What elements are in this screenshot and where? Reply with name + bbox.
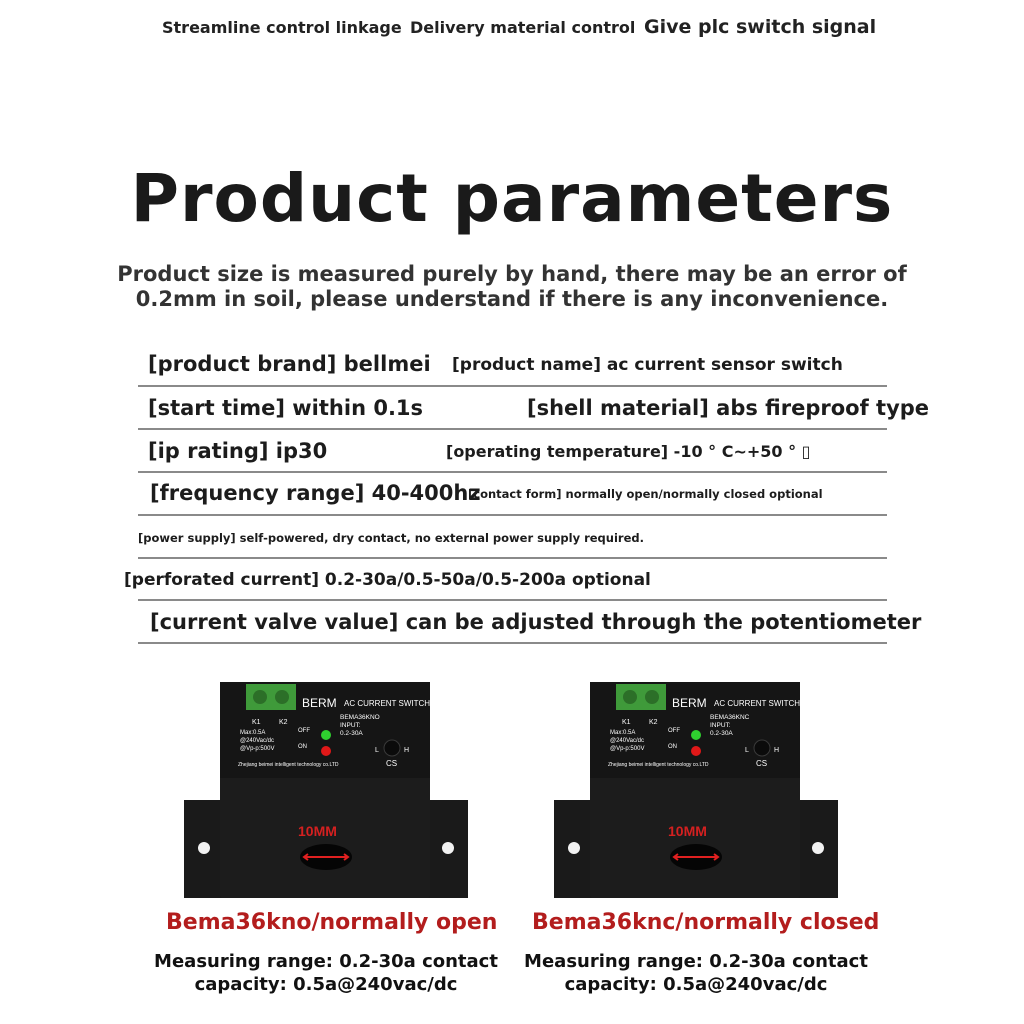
- param-frequency: [frequency range] 40-400hz: [150, 481, 481, 505]
- device-off-label: OFF: [298, 728, 310, 734]
- param-valve: [current valve value] can be adjusted through the potentiometer: [150, 610, 922, 634]
- measurement-note: Product size is measured purely by hand, there may be an error of 0.2mm in soil, please understand if there is any inconvenience.: [117, 262, 907, 311]
- device-cs-label: CS: [386, 759, 398, 768]
- param-perforated: [perforated current] 0.2-30a/0.5-50a/0.5-200a optional: [124, 570, 651, 590]
- device-l-label: L: [375, 747, 379, 754]
- param-brand: [product brand] bellmei: [148, 352, 431, 376]
- device-h-label: H: [774, 747, 780, 754]
- mount-hole-right: [812, 842, 824, 854]
- led-red-icon: [321, 746, 331, 756]
- device-k1: K1: [622, 719, 631, 726]
- device-cs-label: CS: [756, 759, 768, 768]
- param-power-supply: [power supply] self-powered, dry contact, no external power supply required.: [138, 531, 644, 545]
- device-vp: @Vp-p:500V: [240, 746, 275, 752]
- spec-normally-closed: Measuring range: 0.2-30a contact capacity: 0.5a@240vac/dc: [524, 951, 868, 995]
- device-brand: BERM: [302, 696, 337, 710]
- page-title: Product parameters: [130, 160, 894, 237]
- hole-size-label: 10MM: [668, 823, 707, 839]
- device-vp: @Vp-p:500V: [610, 746, 645, 752]
- table-divider: [138, 557, 887, 559]
- terminal-screw-icon: [253, 690, 267, 704]
- device-max: Max:0.5A: [610, 730, 636, 736]
- header-tag-plc: Give plc switch signal: [644, 16, 877, 38]
- device-max: Max:0.5A: [240, 730, 266, 736]
- led-green-icon: [321, 730, 331, 740]
- header-tag-delivery: Delivery material control: [410, 18, 636, 37]
- param-name: [product name] ac current sensor switch: [452, 355, 843, 375]
- device-model-code: BEMA36KNO: [340, 714, 380, 721]
- device-maker: Zhejiang beimei intelligent technology co.LTD: [238, 762, 339, 768]
- terminal-screw-icon: [275, 690, 289, 704]
- header-tag-streamline: Streamline control linkage: [162, 18, 402, 37]
- device-photo-normally-closed: [550, 680, 840, 902]
- device-l-label: L: [745, 747, 749, 754]
- device-on-label: ON: [668, 744, 677, 750]
- device-on-label: ON: [298, 744, 307, 750]
- table-divider: [138, 471, 887, 473]
- device-k2: K2: [649, 719, 658, 726]
- terminal-screw-icon: [623, 690, 637, 704]
- spec-normally-open: Measuring range: 0.2-30a contact capacity: 0.5a@240vac/dc: [154, 951, 498, 995]
- potentiometer-knob-icon: [384, 740, 400, 756]
- param-contact-form: [contact form] normally open/normally closed optional: [468, 487, 823, 501]
- device-maker: Zhejiang beimei intelligent technology co.LTD: [608, 762, 709, 768]
- terminal-screw-icon: [645, 690, 659, 704]
- device-title: AC CURRENT SWITCH: [344, 699, 431, 708]
- hole-size-label: 10MM: [298, 823, 337, 839]
- param-ip: [ip rating] ip30: [148, 439, 328, 463]
- param-start-time: [start time] within 0.1s: [148, 396, 424, 420]
- model-caption-normally-open: Bema36kno/normally open: [166, 910, 498, 935]
- table-divider: [138, 514, 887, 516]
- device-model-code: BEMA36KNC: [710, 714, 750, 721]
- mount-hole-right: [442, 842, 454, 854]
- mount-hole-left: [198, 842, 210, 854]
- table-divider: [138, 599, 887, 601]
- device-input-label: INPUT:: [340, 722, 361, 729]
- led-red-icon: [691, 746, 701, 756]
- device-k1: K1: [252, 719, 261, 726]
- device-input-range: 0.2-30A: [340, 730, 363, 737]
- param-temperature: [operating temperature] -10 ° C~+50 ° ▯: [446, 442, 811, 461]
- potentiometer-knob-icon: [754, 740, 770, 756]
- device-title: AC CURRENT SWITCH: [714, 699, 801, 708]
- device-input-label: INPUT:: [710, 722, 731, 729]
- device-vac: @240Vac/dc: [240, 738, 274, 744]
- device-off-label: OFF: [668, 728, 680, 734]
- device-photo-normally-open: [180, 680, 470, 902]
- led-green-icon: [691, 730, 701, 740]
- param-shell: [shell material] abs fireproof type: [527, 396, 930, 420]
- table-divider: [138, 428, 887, 430]
- device-k2: K2: [279, 719, 288, 726]
- model-caption-normally-closed: Bema36knc/normally closed: [532, 910, 880, 935]
- table-divider: [138, 385, 887, 387]
- device-brand: BERM: [672, 696, 707, 710]
- device-vac: @240Vac/dc: [610, 738, 644, 744]
- device-h-label: H: [404, 747, 410, 754]
- device-input-range: 0.2-30A: [710, 730, 733, 737]
- mount-hole-left: [568, 842, 580, 854]
- table-divider: [138, 642, 887, 644]
